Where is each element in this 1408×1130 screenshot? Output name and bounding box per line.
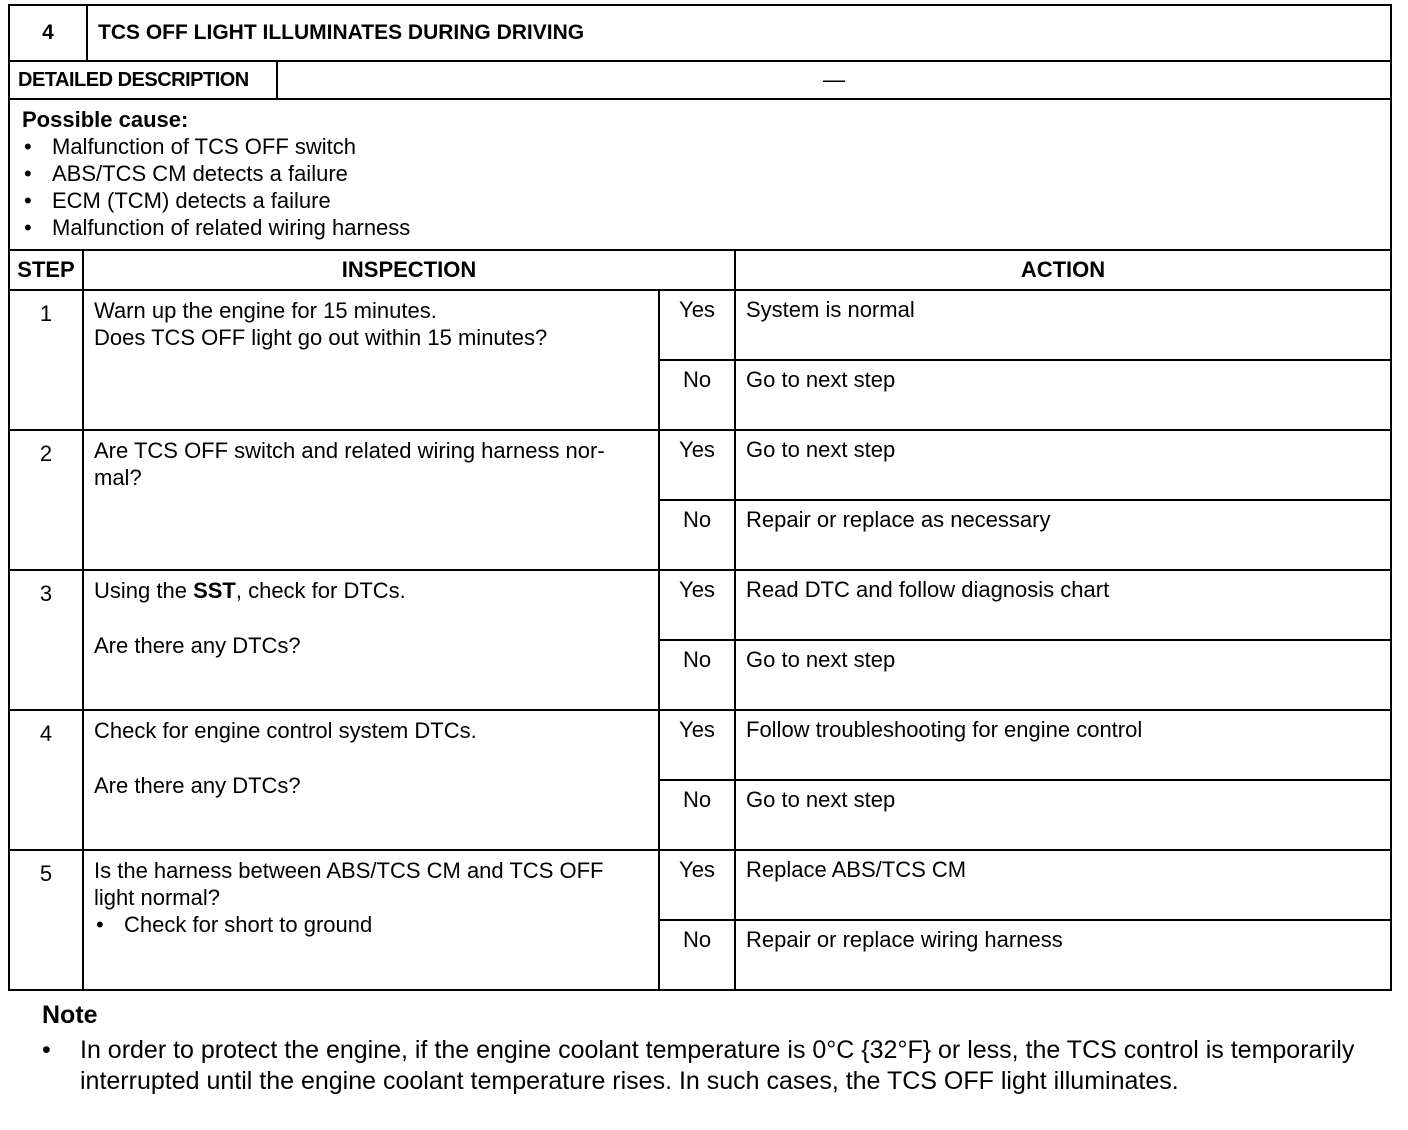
possible-cause-list <box>22 133 1380 241</box>
list-item: • In order to protect the engine, if the engine coolant temperature is 0°C {32°F} or less, the TCS control is temporarily interrupted until the engine coolant temperature rises. In such cases, the TCS OFF light illuminates. <box>42 1035 1392 1097</box>
list-item: • Malfunction of TCS OFF switch <box>22 133 1380 160</box>
possible-cause-title: Possible cause: <box>22 107 189 132</box>
inspection-line: Check for engine control system DTCs. <box>94 718 477 743</box>
note-title: Note <box>42 1001 98 1029</box>
no-action: Go to next step <box>735 780 1391 850</box>
no-label: No <box>659 500 735 570</box>
header-table <box>8 4 1392 251</box>
inspection-text <box>83 570 659 710</box>
no-action: Repair or replace wiring harness <box>735 920 1391 990</box>
yes-label: Yes <box>659 570 735 640</box>
diagnostic-table-frame <box>8 4 1392 991</box>
no-action: Go to next step <box>735 640 1391 710</box>
detailed-description-value: — <box>277 61 1391 99</box>
no-label: No <box>659 360 735 430</box>
inspection-text <box>83 430 659 570</box>
troubleshooting-number: 4 <box>9 5 87 61</box>
inspection-line: Is the harness between ABS/TCS CM and TCS OFF <box>94 858 604 883</box>
list-item: • Check for short to ground <box>94 911 648 938</box>
yes-label: Yes <box>659 710 735 780</box>
column-header-step: STEP <box>9 250 83 290</box>
detailed-description-label: DETAILED DESCRIPTION <box>9 61 277 99</box>
table-row <box>9 430 1391 500</box>
step-number: 2 <box>9 430 83 570</box>
inspection-question: Are there any DTCs? <box>94 773 301 798</box>
sst-emphasis: SST <box>193 578 236 603</box>
yes-label: Yes <box>659 850 735 920</box>
note-list <box>42 1035 1392 1097</box>
step-number: 3 <box>9 570 83 710</box>
table-row <box>9 290 1391 360</box>
step-number: 4 <box>9 710 83 850</box>
inspection-text <box>83 850 659 990</box>
list-item: • ABS/TCS CM detects a failure <box>22 160 1380 187</box>
troubleshooting-title: TCS OFF LIGHT ILLUMINATES DURING DRIVING <box>87 5 1391 61</box>
inspection-line: Warn up the engine for 15 minutes. <box>94 298 437 323</box>
column-header-inspection: INSPECTION <box>83 250 735 290</box>
inspection-line: light normal? <box>94 885 220 910</box>
yes-action: Go to next step <box>735 430 1391 500</box>
inspection-text <box>83 290 659 430</box>
step-number: 5 <box>9 850 83 990</box>
no-label: No <box>659 640 735 710</box>
inspection-text-part: , check for DTCs. <box>235 578 406 603</box>
inspection-text-part: Using the <box>94 578 194 603</box>
inspection-text <box>83 710 659 850</box>
inspection-question: Are there any DTCs? <box>94 633 301 658</box>
yes-action: System is normal <box>735 290 1391 360</box>
no-action: Repair or replace as necessary <box>735 500 1391 570</box>
list-item: • ECM (TCM) detects a failure <box>22 187 1380 214</box>
inspection-line: Does TCS OFF light go out within 15 minutes? <box>94 325 548 350</box>
yes-action: Replace ABS/TCS CM <box>735 850 1391 920</box>
possible-cause-section <box>9 99 1391 250</box>
step-number: 1 <box>9 290 83 430</box>
list-item: • Malfunction of related wiring harness <box>22 214 1380 241</box>
table-row <box>9 710 1391 780</box>
inspection-line: Are TCS OFF switch and related wiring harness nor- <box>94 438 605 463</box>
note-section <box>42 1000 1392 1097</box>
yes-action: Follow troubleshooting for engine control <box>735 710 1391 780</box>
inspection-line <box>94 577 648 604</box>
yes-action: Read DTC and follow diagnosis chart <box>735 570 1391 640</box>
no-action: Go to next step <box>735 360 1391 430</box>
table-row <box>9 850 1391 920</box>
yes-label: Yes <box>659 430 735 500</box>
steps-table <box>8 249 1392 991</box>
column-header-action: ACTION <box>735 250 1391 290</box>
inspection-line: mal? <box>94 465 142 490</box>
yes-label: Yes <box>659 290 735 360</box>
no-label: No <box>659 780 735 850</box>
inspection-bullets <box>94 911 648 938</box>
table-row <box>9 570 1391 640</box>
no-label: No <box>659 920 735 990</box>
